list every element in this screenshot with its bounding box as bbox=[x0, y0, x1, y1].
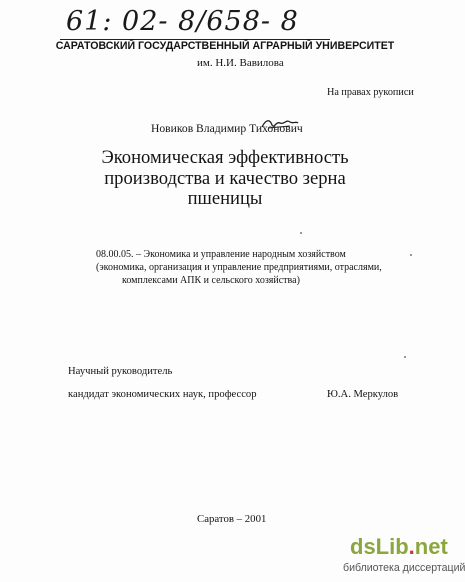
university-named-after: им. Н.И. Вавилова bbox=[197, 57, 284, 69]
author-name: Новиков Владимир Тихонович bbox=[151, 122, 303, 135]
specialty-detail: (экономика, организация и управление предприятиями, отраслями, bbox=[96, 262, 382, 273]
manuscript-note: На правах рукописи bbox=[327, 87, 414, 98]
archive-stamp-number: 61: 02- 8/658- 8 bbox=[66, 6, 299, 37]
city-year: Саратов – 2001 bbox=[197, 513, 267, 525]
scan-speck bbox=[300, 232, 302, 234]
logo-dot: . bbox=[408, 534, 415, 559]
advisor-degree: кандидат экономических наук, профессор bbox=[68, 389, 257, 400]
title-line: пшеницы bbox=[187, 188, 263, 209]
specialty-block bbox=[96, 248, 382, 287]
signature-icon bbox=[260, 113, 300, 133]
specialty-detail: комплексами АПК и сельского хозяйства) bbox=[122, 275, 300, 286]
logo-tld: net bbox=[414, 534, 448, 559]
dissertation-title bbox=[0, 148, 450, 210]
dslib-logo[interactable] bbox=[350, 534, 448, 560]
university-name: САРАТОВСКИЙ ГОСУДАРСТВЕННЫЙ АГРАРНЫЙ УНИВЕРСИТЕТ bbox=[55, 40, 395, 52]
dslib-subtitle: библиотека диссертаций bbox=[343, 562, 465, 574]
specialty-code: 08.00.05. – Экономика и управление народным хозяйством bbox=[96, 249, 346, 260]
title-line: Экономическая эффективность bbox=[101, 147, 349, 168]
advisor-name: Ю.А. Меркулов bbox=[327, 389, 399, 400]
scan-speck bbox=[410, 254, 412, 256]
scan-speck bbox=[404, 356, 406, 358]
advisor-label: Научный руководитель bbox=[68, 366, 173, 377]
title-line: производства и качество зерна bbox=[104, 167, 346, 189]
logo-main: dsLib bbox=[350, 534, 409, 559]
